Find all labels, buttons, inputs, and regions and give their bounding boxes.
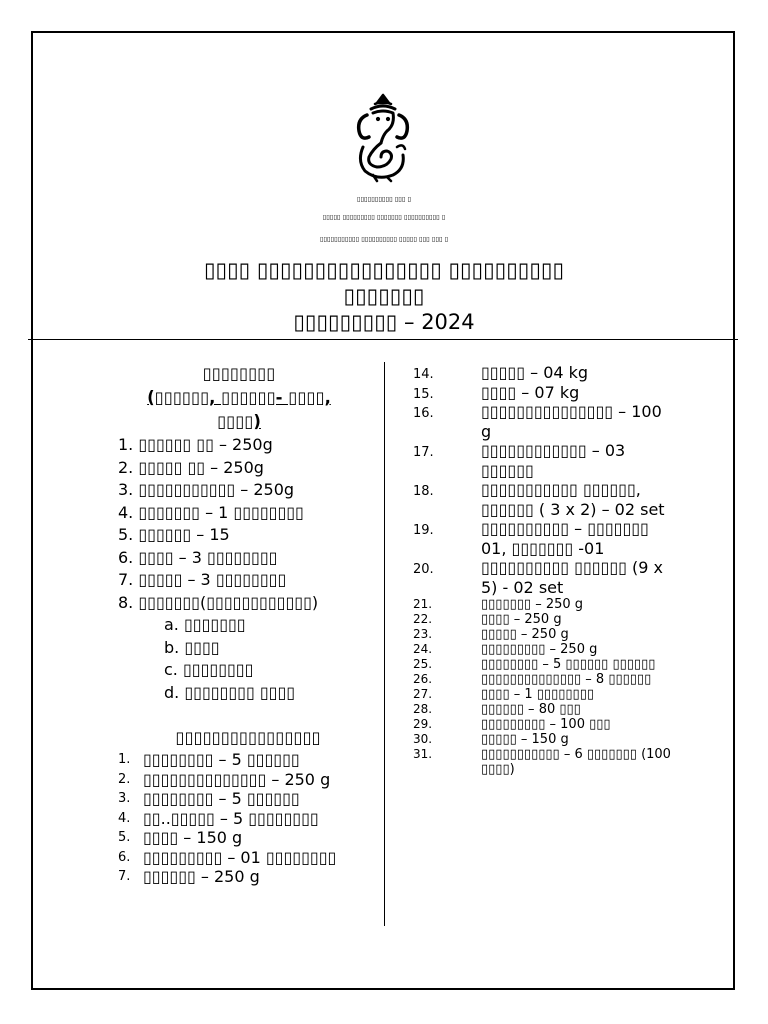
list-item xyxy=(118,809,378,829)
item-text: ▯▯▯▯▯▯▯▯▯▯▯▯▯▯ – 8 ▯▯▯▯▯▯ xyxy=(481,672,652,687)
list-item xyxy=(413,363,675,383)
item-text: ▯▯▯▯▯▯▯▯▯▯ – ▯▯▯▯▯▯▯ 01, ▯▯▯▯▯▯▯ -01 xyxy=(481,519,649,558)
item-text: ▯▯▯▯▯▯ – 80 ▯▯▯ xyxy=(481,702,581,717)
item-text: ▯▯▯▯▯▯▯▯▯▯▯▯▯▯▯ – 100 g xyxy=(481,402,662,441)
item-text: ▯▯▯▯▯ – 250 g xyxy=(481,627,569,642)
list-item xyxy=(413,702,675,717)
item-number: 22. xyxy=(413,612,433,626)
list-item xyxy=(118,750,378,770)
item-text: ▯▯▯▯▯▯▯▯ – 5 ▯▯▯▯▯▯ xyxy=(143,789,300,808)
list-item xyxy=(413,657,675,672)
list-item xyxy=(413,558,675,597)
title-line-1: ▯▯▯▯ ▯▯▯▯▯▯▯▯▯▯▯▯▯▯▯▯ ▯▯▯▯▯▯▯▯▯▯ xyxy=(203,258,565,282)
header-divider xyxy=(28,339,738,340)
list-item: d. ▯▯▯▯▯▯▯▯ ▯▯▯▯ xyxy=(164,682,296,702)
ganesha-logo-icon xyxy=(347,91,419,183)
list-item xyxy=(413,642,675,657)
list-item xyxy=(413,672,675,687)
item-text: ▯▯▯▯▯▯▯▯▯▯▯▯▯▯ – 250 g xyxy=(143,769,331,789)
right-column xyxy=(413,363,675,777)
list-item xyxy=(413,747,675,777)
list-item: 6. ▯▯▯▯ – 3 ▯▯▯▯▯▯▯▯ xyxy=(118,547,278,567)
list-item: 2. ▯▯▯▯▯ ▯▯ – 250g xyxy=(118,457,264,477)
list-item: a. ▯▯▯▯▯▯▯ xyxy=(164,615,246,634)
section1-heading-line-1: ▯▯▯▯▯▯▯▯ xyxy=(202,364,276,383)
invocation-line-3: ▯▯▯▯▯▯▯▯▯▯▯ ▯▯▯▯▯▯▯▯▯▯ ▯▯▯▯▯ ▯▯▯ ▯▯▯ ▯ xyxy=(319,235,449,243)
item-number: 25. xyxy=(413,657,433,671)
section1-heading-line-2: (▯▯▯▯▯▯, ▯▯▯▯▯▯- ▯▯▯▯, xyxy=(147,388,331,407)
list-item xyxy=(413,519,675,558)
list-item xyxy=(413,480,675,519)
item-number: 6. xyxy=(118,849,131,865)
item-number: 17. xyxy=(413,445,434,460)
list-item xyxy=(413,383,675,403)
item-text: ▯▯▯▯▯ – 150 g xyxy=(481,732,569,747)
list-item: 5. ▯▯▯▯▯▯ – 15 xyxy=(118,525,230,544)
invocation-line-1: ▯▯▯▯▯▯▯▯▯▯ ▯▯▯ ▯ xyxy=(356,195,412,203)
item-number: 26. xyxy=(413,672,433,686)
item-text: ▯▯▯▯▯▯▯▯ – 5 ▯▯▯▯▯▯ xyxy=(143,750,300,769)
list-item xyxy=(118,789,378,809)
item-text: ▯▯▯▯▯ – 04 kg xyxy=(481,363,589,382)
list-item xyxy=(413,732,675,747)
section2-heading: ▯▯▯▯▯▯▯▯▯▯▯▯▯▯▯▯ xyxy=(175,728,321,747)
list-item xyxy=(118,848,378,868)
list-item: 8. ▯▯▯▯▯▯▯(▯▯▯▯▯▯▯▯▯▯▯▯) xyxy=(118,592,319,612)
column-divider xyxy=(384,362,385,926)
item-number: 24. xyxy=(413,642,433,656)
section1-heading-line-3: ▯▯▯▯) xyxy=(217,412,261,431)
item-number: 27. xyxy=(413,687,433,701)
list-item xyxy=(413,402,675,441)
item-text: ▯▯▯▯▯▯▯▯▯▯▯ – 6 ▯▯▯▯▯▯▯ (100 ▯▯▯▯) xyxy=(481,747,671,777)
list-item: 4. ▯▯▯▯▯▯▯ – 1 ▯▯▯▯▯▯▯▯ xyxy=(118,502,304,522)
item-number: 23. xyxy=(413,627,433,641)
left-column xyxy=(100,362,378,887)
item-number: 31. xyxy=(413,747,433,761)
list-item xyxy=(413,597,675,612)
item-text: ▯▯▯▯▯▯▯ – 250 g xyxy=(481,597,584,612)
item-text: ▯▯▯▯▯▯▯▯▯ – 250 g xyxy=(481,642,598,657)
item-number: 30. xyxy=(413,732,433,746)
list-item: b. ▯▯▯▯ xyxy=(164,637,220,657)
item-number: 15. xyxy=(413,386,434,402)
item-number: 3. xyxy=(118,791,131,806)
item-number: 16. xyxy=(413,406,434,421)
item-number: 5. xyxy=(118,830,131,845)
item-number: 4. xyxy=(118,810,131,826)
section1-sublist xyxy=(164,614,378,704)
title-line-2: ▯▯▯▯▯▯▯ xyxy=(343,284,425,308)
item-number: 29. xyxy=(413,717,433,731)
list-item xyxy=(413,687,675,702)
item-text: ▯▯▯▯▯▯▯▯▯▯▯▯ – 03 ▯▯▯▯▯▯ xyxy=(481,441,626,480)
item-number: 2. xyxy=(118,771,131,787)
item-number: 18. xyxy=(413,484,434,499)
title-line-3: ▯▯▯▯▯▯▯▯▯ – 2024 xyxy=(293,310,475,334)
list-item xyxy=(118,828,378,848)
item-text: ▯▯▯▯▯▯▯▯ – 5 ▯▯▯▯▯▯ ▯▯▯▯▯▯ xyxy=(481,657,656,672)
item-text: ▯▯▯▯▯▯ – 250 g xyxy=(143,867,260,886)
item-number: 14. xyxy=(413,367,434,382)
item-text: ▯▯▯▯▯▯▯▯▯▯ ▯▯▯▯▯▯ (9 x 5) - 02 set xyxy=(481,558,664,597)
invocation-line-2: ▯▯▯▯▯ ▯▯▯▯▯▯▯▯▯ ▯▯▯▯▯▯▯ ▯▯▯▯▯▯▯▯▯▯ ▯ xyxy=(322,213,446,221)
item-text: ▯▯▯▯ – 150 g xyxy=(143,828,243,847)
item-number: 20. xyxy=(413,562,434,577)
item-number: 7. xyxy=(118,869,131,884)
item-text: ▯▯..▯▯▯▯▯ – 5 ▯▯▯▯▯▯▯▯ xyxy=(143,808,319,828)
item-number: 28. xyxy=(413,702,433,716)
list-item: 3. ▯▯▯▯▯▯▯▯▯▯▯ – 250g xyxy=(118,480,295,499)
item-text: ▯▯▯▯▯▯▯▯▯ – 01 ▯▯▯▯▯▯▯▯ xyxy=(143,847,337,867)
item-number: 1. xyxy=(118,752,131,767)
item-number: 21. xyxy=(413,597,433,611)
list-item: 7. ▯▯▯▯▯ – 3 ▯▯▯▯▯▯▯▯ xyxy=(118,570,287,589)
section2-list xyxy=(118,750,378,887)
section1-list xyxy=(118,434,378,614)
list-item: 1. ▯▯▯▯▯▯ ▯▯ – 250g xyxy=(118,435,273,454)
item-text: ▯▯▯▯▯▯▯▯▯ – 100 ▯▯▯ xyxy=(481,717,611,732)
item-number: 19. xyxy=(413,523,434,538)
list-item xyxy=(118,867,378,887)
item-text: ▯▯▯▯▯▯▯▯▯▯▯ ▯▯▯▯▯▯, ▯▯▯▯▯▯ ( 3 x 2) – 02 set xyxy=(481,480,665,519)
list-item: c. ▯▯▯▯▯▯▯▯ xyxy=(164,660,254,679)
item-text: ▯▯▯▯ – 250 g xyxy=(481,612,562,627)
list-item xyxy=(413,612,675,627)
list-item xyxy=(413,717,675,732)
item-text: ▯▯▯▯ – 07 kg xyxy=(481,382,580,402)
list-item xyxy=(118,770,378,790)
item-text: ▯▯▯▯ – 1 ▯▯▯▯▯▯▯▯ xyxy=(481,687,595,702)
list-item xyxy=(413,441,675,480)
list-item xyxy=(413,627,675,642)
